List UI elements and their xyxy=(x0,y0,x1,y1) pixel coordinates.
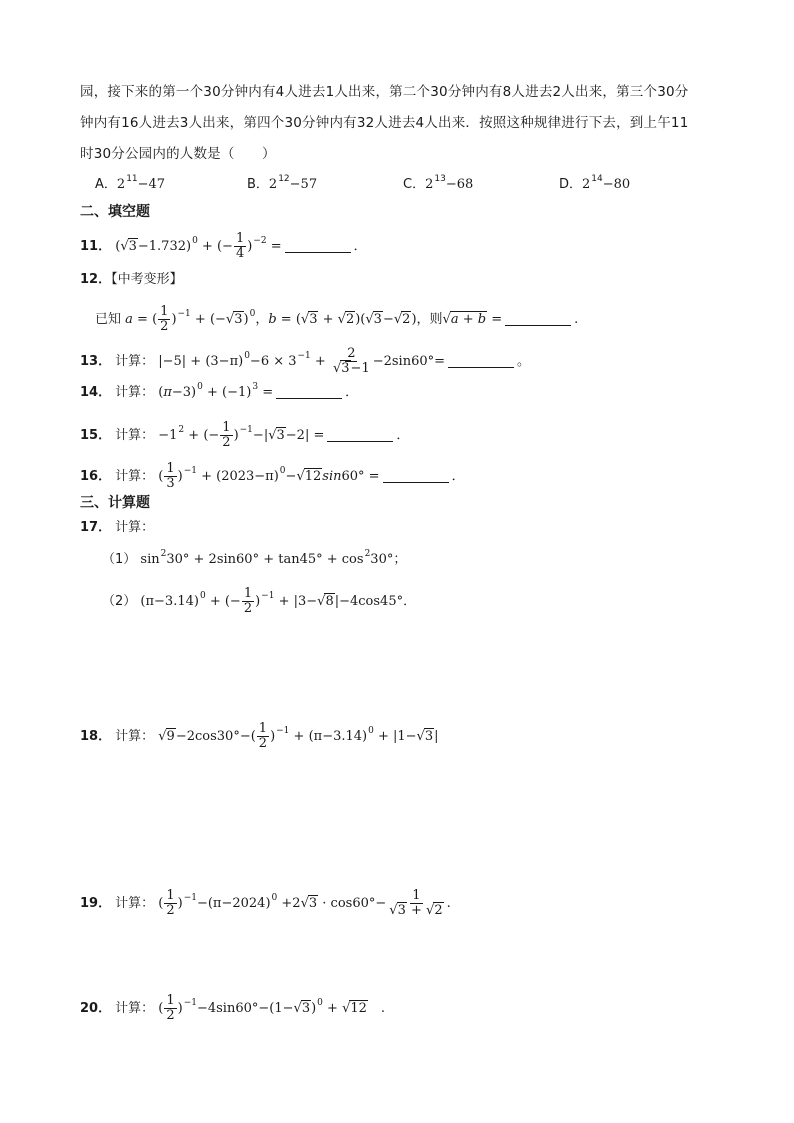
problem-15-expression: $-1^2$ + (− $\frac{1}{2}$ )$^{-1}$−|√3−2| = xyxy=(158,420,325,450)
problem-17-part-1-expression: $\sin^230^\circ + 2\sin 60^\circ + \tan 45^\circ + \cos^230^\circ$； xyxy=(140,549,407,567)
problem-11-expression: $(√3-1.732)^0$ + (− $\frac{1}{4}$ )$^{-2}$ = xyxy=(115,231,282,261)
problem-13-expression: $|-5| + (3-\pi)^0-6 \times 3^{-1}$ + $\frac{2}{√3-1}$ −2sin60°= xyxy=(158,346,446,376)
answer-blank xyxy=(505,313,571,326)
section-calculation-title: 三、计算题 xyxy=(80,495,150,511)
problem-16-expression: ( $\frac{1}{3}$ )$^{-1} + (2023-\pi)^0-√12\sin 60^\circ$ = xyxy=(158,461,380,491)
problem-17-part-2: （2） $(\pi-3.14)^0$ + (− $\frac{1}{2}$ )$^{-1}$ + |3−√8|−4cos45°． xyxy=(102,586,417,616)
problem-12-expression: a = ( $\frac{1}{2}$ )$^{-1} + (-√3)^0$，b = (√3 + √2)(√3−√2) xyxy=(125,304,417,334)
choice-a: A．$2^{11}-47$ xyxy=(95,174,166,192)
problem-20: 20． 计算： ( $\frac{1}{2}$ )$^{-1}-4\sin 60^\circ-(1-√3)^0 + √12$ . xyxy=(80,993,386,1023)
answer-blank xyxy=(448,355,514,368)
problem-17-part-2-expression: $(\pi-3.14)^0$ + (− $\frac{1}{2}$ )$^{-1}$ + |3−√8|−4cos45°． xyxy=(140,586,417,616)
problem-19: 19． 计算： ( $\frac{1}{2}$ )$^{-1}-(\pi-2024)^0 +2√3 \cdot \cos 60^\circ-$ $\frac{1}{√3 + √2}$ . xyxy=(80,888,451,918)
choice-c: C．$2^{13}-68$ xyxy=(403,174,474,192)
question-10-text-line-2: 钟内有16人进去3人出来，第四个30分钟内有32人进去4人出来．按照这种规律进行下去，到上午11 xyxy=(80,115,689,131)
problem-20-expression: ( $\frac{1}{2}$ )$^{-1}-4\sin 60^\circ-(1-√3)^0 + √12$ . xyxy=(158,993,386,1023)
problem-17-part-1: （1） $\sin^230^\circ + 2\sin 60^\circ + \tan 45^\circ + \cos^230^\circ$； xyxy=(102,549,407,567)
section-fill-in-title: 二、填空题 xyxy=(80,204,150,220)
problem-19-expression: ( $\frac{1}{2}$ )$^{-1}-(\pi-2024)^0 +2√3 \cdot \cos 60^\circ-$ $\frac{1}{√3 + √2}$ . xyxy=(158,888,451,918)
choice-b: B．$2^{12}-57$ xyxy=(247,174,318,192)
answer-blank xyxy=(285,240,351,253)
problem-16: 16． 计算： ( $\frac{1}{3}$ )$^{-1} + (2023-\pi)^0-√12\sin 60^\circ$ = ． xyxy=(80,461,465,491)
question-10-text-line-1: 园，接下来的第一个30分钟内有4人进去1人出来，第二个30分钟内有8人进去2人出来，第三个30分 xyxy=(80,84,689,100)
answer-blank xyxy=(327,429,393,442)
problem-18: 18． 计算： √9−2cos30°−( $\frac{1}{2}$ )$^{-1} + (\pi-3.14)^0 + |1-√3|$ xyxy=(80,721,439,751)
problem-11: 11． $(√3-1.732)^0$ + (− $\frac{1}{4}$ )$^{-2}$ = ． xyxy=(80,231,367,261)
problem-13: 13． 计算： $|-5| + (3-\pi)^0-6 \times 3^{-1}$ + $\frac{2}{√3-1}$ −2sin60°= 。 xyxy=(80,346,531,376)
problem-17: 17． 计算： xyxy=(80,520,155,535)
problem-12-header: 12．【中考变形】 xyxy=(80,272,183,287)
answer-blank xyxy=(383,470,449,483)
problem-12: 已知 a = ( $\frac{1}{2}$ )$^{-1} + (-√3)^0$，b = (√3 + √2)(√3−√2)，则√a + b = . xyxy=(95,304,579,334)
problem-14: 14． 计算： $(\pi-3)^0 + (-1)^3$ = ． xyxy=(80,382,359,400)
question-10-text-line-3: 时30分公园内的人数是（ ） xyxy=(80,146,276,162)
problem-15: 15． 计算： $-1^2$ + (− $\frac{1}{2}$ )$^{-1}$−|√3−2| = ． xyxy=(80,420,410,450)
problem-18-expression: √9−2cos30°−( $\frac{1}{2}$ )$^{-1} + (\pi-3.14)^0 + |1-√3|$ xyxy=(158,721,439,751)
problem-14-expression: $(\pi-3)^0 + (-1)^3$ = xyxy=(158,382,274,400)
answer-blank xyxy=(276,386,342,399)
choice-d: D．$2^{14}-80$ xyxy=(559,174,631,192)
